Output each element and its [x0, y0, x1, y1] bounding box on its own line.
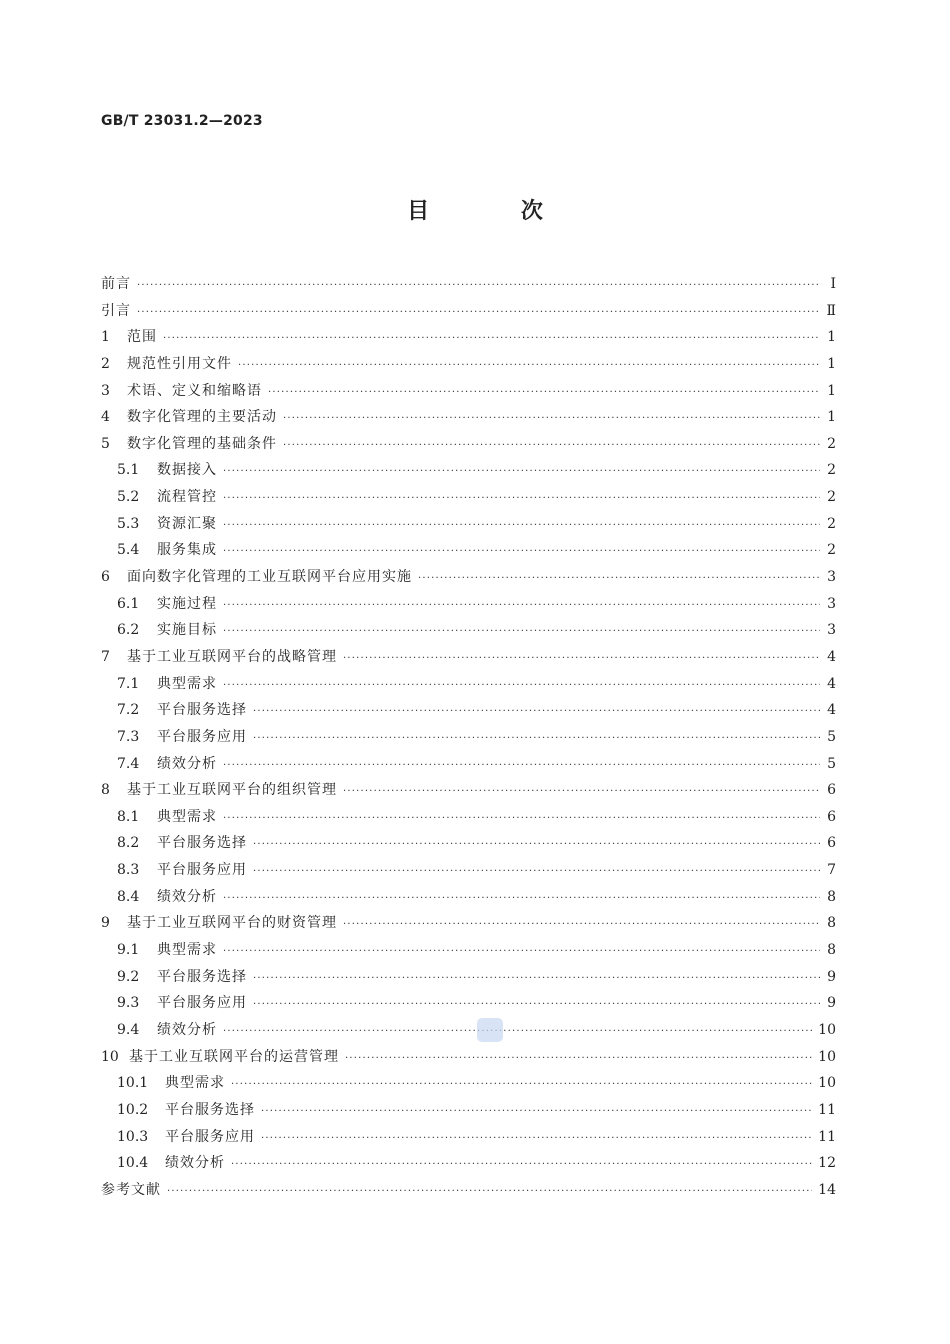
toc-entry-label: 平台服务选择	[157, 702, 247, 719]
page-title: 目 次	[407, 199, 585, 224]
toc-entry-page-number: 5	[827, 728, 836, 745]
toc-entry[interactable]	[101, 298, 836, 325]
toc-entry-page-number: Ⅰ	[830, 276, 836, 292]
toc-dot-leader	[223, 939, 820, 966]
toc-dot-leader	[167, 1179, 812, 1206]
toc-entry-label: 绩效分析	[157, 888, 217, 905]
toc-entry-number: 9.3	[117, 995, 140, 1012]
toc-dot-leader	[261, 1126, 812, 1153]
watermark-logo-icon	[477, 1018, 503, 1042]
toc-entry-label: 实施过程	[157, 595, 217, 612]
toc-dot-leader	[223, 513, 820, 540]
toc-entry[interactable]	[101, 964, 836, 991]
toc-dot-leader	[253, 832, 820, 859]
toc-entry-page-number: 9	[827, 968, 836, 985]
toc-entry-page-number: 6	[827, 782, 836, 799]
toc-entry[interactable]	[101, 777, 836, 804]
toc-dot-leader	[268, 380, 820, 407]
toc-entry-label: 绩效分析	[165, 1155, 225, 1172]
toc-dot-leader	[253, 699, 820, 726]
toc-dot-leader	[283, 433, 820, 460]
toc-dot-leader	[223, 1019, 812, 1046]
toc-entry-label: 平台服务选择	[157, 835, 247, 852]
toc-entry-label: 平台服务应用	[157, 728, 247, 745]
toc-entry-label: 数字化管理的基础条件	[127, 435, 277, 452]
toc-entry[interactable]	[101, 884, 836, 911]
toc-entry-number: 10.2	[117, 1101, 149, 1118]
toc-entry-page-number: 5	[827, 755, 836, 772]
toc-entry[interactable]	[101, 271, 836, 298]
toc-entry-label: 引言	[101, 302, 131, 319]
toc-entry-number: 9.2	[117, 968, 140, 985]
toc-entry-number: 5.1	[117, 462, 140, 479]
toc-entry-page-number: 2	[827, 515, 836, 532]
toc-entry[interactable]	[101, 1044, 836, 1071]
toc-dot-leader	[223, 619, 820, 646]
toc-entry-number: 8.3	[117, 862, 140, 879]
toc-entry-page-number: 3	[827, 595, 836, 612]
toc-entry-label: 前言	[101, 276, 131, 292]
toc-entry-page-number: 1	[827, 355, 836, 372]
toc-entry-label: 数据接入	[157, 462, 217, 479]
toc-entry-label: 资源汇聚	[157, 515, 217, 532]
toc-dot-leader	[283, 406, 820, 433]
toc-entry[interactable]	[101, 324, 836, 351]
toc-entry-number: 3	[101, 382, 110, 399]
toc-entry-number: 7.1	[117, 675, 140, 692]
toc-entry-page-number: 14	[818, 1181, 836, 1198]
toc-entry-page-number: 10	[818, 1075, 836, 1092]
toc-entry-number: 10.4	[117, 1155, 149, 1172]
toc-entry-page-number: 2	[827, 542, 836, 559]
toc-entry-number: 7	[101, 648, 110, 665]
toc-entry[interactable]	[101, 1097, 836, 1124]
toc-entry-label: 规范性引用文件	[127, 355, 232, 372]
toc-entry-number: 8.1	[117, 808, 140, 825]
toc-dot-leader	[223, 593, 820, 620]
toc-entry-page-number: 2	[827, 435, 836, 452]
toc-entry-label: 范围	[127, 329, 157, 346]
toc-entry-page-number: 10	[818, 1048, 836, 1065]
toc-entry-label: 平台服务应用	[157, 862, 247, 879]
toc-entry-page-number: 9	[827, 995, 836, 1012]
toc-dot-leader	[223, 886, 820, 913]
toc-entry[interactable]	[101, 724, 836, 751]
toc-entry[interactable]	[101, 1070, 836, 1097]
toc-entry-page-number: 11	[818, 1128, 836, 1145]
toc-entry-label: 绩效分析	[157, 1021, 217, 1038]
toc-entry[interactable]	[101, 617, 836, 644]
toc-entry-number: 5.3	[117, 515, 140, 532]
toc-dot-leader	[345, 1046, 812, 1073]
toc-dot-leader	[223, 486, 820, 513]
toc-entry-page-number: 4	[827, 648, 836, 665]
toc-entry[interactable]	[101, 671, 836, 698]
toc-dot-leader	[223, 459, 820, 486]
toc-entry-number: 6	[101, 569, 110, 586]
toc-entry-number: 10.1	[117, 1075, 149, 1092]
toc-entry-number: 9.4	[117, 1021, 140, 1038]
toc-entry-number: 4	[101, 409, 110, 426]
toc-entry-label: 典型需求	[157, 808, 217, 825]
toc-entry-number: 8	[101, 782, 110, 799]
toc-entry[interactable]	[101, 937, 836, 964]
toc-entry-page-number: 4	[827, 702, 836, 719]
toc-entry-number: 5.4	[117, 542, 140, 559]
toc-entry[interactable]	[101, 431, 836, 458]
toc-entry[interactable]	[101, 511, 836, 538]
toc-dot-leader	[223, 806, 820, 833]
toc-dot-leader	[253, 992, 820, 1019]
toc-entry[interactable]	[101, 457, 836, 484]
toc-entry-label: 平台服务选择	[165, 1101, 255, 1118]
toc-dot-leader	[253, 966, 820, 993]
toc-entry-number: 10.3	[117, 1128, 149, 1145]
toc-entry-page-number: 12	[818, 1155, 836, 1172]
toc-entry-label: 流程管控	[157, 489, 217, 506]
toc-entry-label: 平台服务应用	[165, 1128, 255, 1145]
toc-entry-label: 参考文献	[101, 1181, 161, 1198]
toc-entry-number: 6.1	[117, 595, 140, 612]
toc-entry[interactable]	[101, 1124, 836, 1151]
toc-dot-leader	[253, 859, 820, 886]
toc-entry-number: 9	[101, 915, 110, 932]
toc-entry-label: 典型需求	[157, 942, 217, 959]
toc-entry-label: 基于工业互联网平台的运营管理	[129, 1048, 339, 1065]
toc-entry-page-number: 11	[818, 1101, 836, 1118]
toc-entry-page-number: 2	[827, 462, 836, 479]
toc-dot-leader	[137, 273, 820, 300]
toc-entry-number: 8.4	[117, 888, 140, 905]
toc-entry[interactable]	[101, 404, 836, 431]
toc-entry[interactable]	[101, 857, 836, 884]
toc-entry-label: 服务集成	[157, 542, 217, 559]
toc-entry-label: 典型需求	[157, 675, 217, 692]
toc-entry[interactable]	[101, 990, 836, 1017]
toc-entry[interactable]	[101, 564, 836, 591]
toc-entry-page-number: 3	[827, 622, 836, 639]
toc-dot-leader	[343, 912, 820, 939]
toc-dot-leader	[223, 673, 820, 700]
toc-entry-number: 8.2	[117, 835, 140, 852]
toc-entry-page-number: 1	[827, 409, 836, 426]
toc-dot-leader	[418, 566, 820, 593]
toc-entry-page-number: 8	[827, 888, 836, 905]
toc-entry-number: 1	[101, 329, 110, 346]
toc-entry[interactable]	[101, 537, 836, 564]
toc-entry-number: 9.1	[117, 942, 140, 959]
toc-dot-leader	[253, 726, 820, 753]
toc-entry-page-number: 7	[827, 862, 836, 879]
toc-entry-label: 典型需求	[165, 1075, 225, 1092]
toc-entry-label: 面向数字化管理的工业互联网平台应用实施	[127, 569, 412, 586]
toc-dot-leader	[261, 1099, 812, 1126]
toc-entry-label: 绩效分析	[157, 755, 217, 772]
toc-entry-label: 实施目标	[157, 622, 217, 639]
toc-entry[interactable]	[101, 804, 836, 831]
toc-entry-page-number: 1	[827, 382, 836, 399]
toc-entry-page-number: 3	[827, 569, 836, 586]
document-code: GB/T 23031.2—2023	[101, 113, 263, 129]
toc-entry[interactable]	[101, 830, 836, 857]
toc-dot-leader	[137, 300, 820, 327]
toc-entry-number: 7.2	[117, 702, 140, 719]
toc-entry-number: 2	[101, 355, 110, 372]
toc-entry-label: 基于工业互联网平台的战略管理	[127, 648, 337, 665]
toc-entry-number: 7.3	[117, 728, 140, 745]
toc-entry-page-number: 1	[827, 329, 836, 346]
toc-dot-leader	[238, 353, 820, 380]
toc-entry[interactable]	[101, 910, 836, 937]
toc-dot-leader	[343, 646, 820, 673]
toc-entry-label: 平台服务选择	[157, 968, 247, 985]
toc-entry-label: 基于工业互联网平台的财资管理	[127, 915, 337, 932]
toc-dot-leader	[343, 779, 820, 806]
toc-entry-page-number: 4	[827, 675, 836, 692]
toc-entry-label: 术语、定义和缩略语	[127, 382, 262, 399]
toc-entry-page-number: 6	[827, 808, 836, 825]
toc-entry-page-number: 6	[827, 835, 836, 852]
toc-entry-label: 数字化管理的主要活动	[127, 409, 277, 426]
toc-entry[interactable]	[101, 644, 836, 671]
toc-entry-page-number: 8	[827, 942, 836, 959]
toc-entry[interactable]	[101, 1177, 836, 1204]
toc-entry-page-number: 8	[827, 915, 836, 932]
toc-entry-page-number: 10	[818, 1021, 836, 1038]
toc-entry-number: 6.2	[117, 622, 140, 639]
toc-entry-number: 10	[101, 1048, 119, 1065]
toc-entry[interactable]	[101, 484, 836, 511]
toc-entry[interactable]	[101, 1017, 836, 1044]
toc-entry-label: 平台服务应用	[157, 995, 247, 1012]
toc-dot-leader	[231, 1072, 812, 1099]
toc-dot-leader	[223, 753, 820, 780]
toc-dot-leader	[223, 539, 820, 566]
toc-entry[interactable]	[101, 378, 836, 405]
toc-entry[interactable]	[101, 591, 836, 618]
toc-entry-label: 基于工业互联网平台的组织管理	[127, 782, 337, 799]
toc-entry-number: 5	[101, 435, 110, 452]
toc-entry[interactable]	[101, 351, 836, 378]
toc-entry-number: 7.4	[117, 755, 140, 772]
toc-dot-leader	[163, 326, 820, 353]
toc-entry[interactable]	[101, 697, 836, 724]
toc-dot-leader	[231, 1152, 812, 1179]
toc-entry-number: 5.2	[117, 489, 140, 506]
toc-entry[interactable]	[101, 751, 836, 778]
table-of-contents	[101, 271, 836, 1203]
toc-entry-page-number: 2	[827, 489, 836, 506]
toc-entry[interactable]	[101, 1150, 836, 1177]
toc-entry-page-number: Ⅱ	[826, 302, 836, 319]
